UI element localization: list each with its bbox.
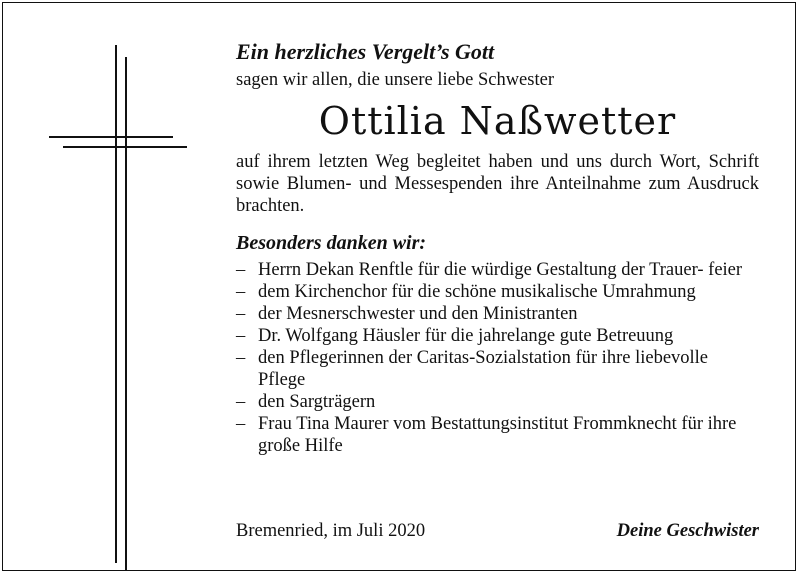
notice-footer (236, 520, 759, 542)
thanks-item-text: Frau Tina Maurer vom Bestattungsinstitut Frommknecht für ihre große Hilfe (258, 414, 737, 456)
thanks-item (236, 281, 759, 303)
thanks-list (236, 259, 759, 457)
place-date: Bremenried, im Juli 2020 (236, 521, 426, 541)
signature: Deine Geschwister (616, 521, 759, 541)
thanks-item-text: der Mesnerschwester und den Ministranten (258, 304, 578, 324)
notice-heading: Ein herzliches Vergelt’s Gott (236, 39, 495, 64)
notice-subline: sagen wir allen, die unsere liebe Schwester (236, 70, 554, 90)
obituary-notice (2, 2, 796, 571)
thanks-item-text: den Sargträgern (258, 392, 376, 412)
notice-body: auf ihrem letzten Weg begleitet haben und uns durch Wort, Schrift sowie Blumen- und Messespenden ihre Anteilnahme zum Ausdruck brachten. (236, 152, 759, 216)
dash-icon: – (236, 304, 246, 324)
dash-icon: – (236, 282, 246, 302)
thanks-item (236, 325, 759, 347)
dash-icon: – (236, 348, 246, 368)
thanks-item-text: Dr. Wolfgang Häusler für die jahrelange gute Betreuung (258, 326, 674, 346)
thanks-item (236, 259, 759, 281)
thanks-item (236, 413, 759, 457)
thanks-item-text: dem Kirchenchor für die schöne musikalische Umrahmung (258, 282, 696, 302)
deceased-name: Ottilia Naßwetter (318, 99, 677, 143)
thanks-heading: Besonders danken wir: (236, 232, 427, 254)
dash-icon: – (236, 260, 246, 280)
thanks-item (236, 303, 759, 325)
thanks-item-text: den Pflegerinnen der Caritas-Sozialstation für ihre liebevolle Pflege (258, 348, 709, 390)
thanks-item (236, 391, 759, 413)
cross-icon (43, 45, 203, 570)
dash-icon: – (236, 326, 246, 346)
thanks-item-text: Herrn Dekan Renftle für die würdige Gestaltung der Trauer- feier (258, 260, 743, 280)
dash-icon: – (236, 392, 246, 412)
dash-icon: – (236, 414, 246, 434)
notice-content (236, 31, 759, 541)
thanks-item (236, 347, 759, 391)
